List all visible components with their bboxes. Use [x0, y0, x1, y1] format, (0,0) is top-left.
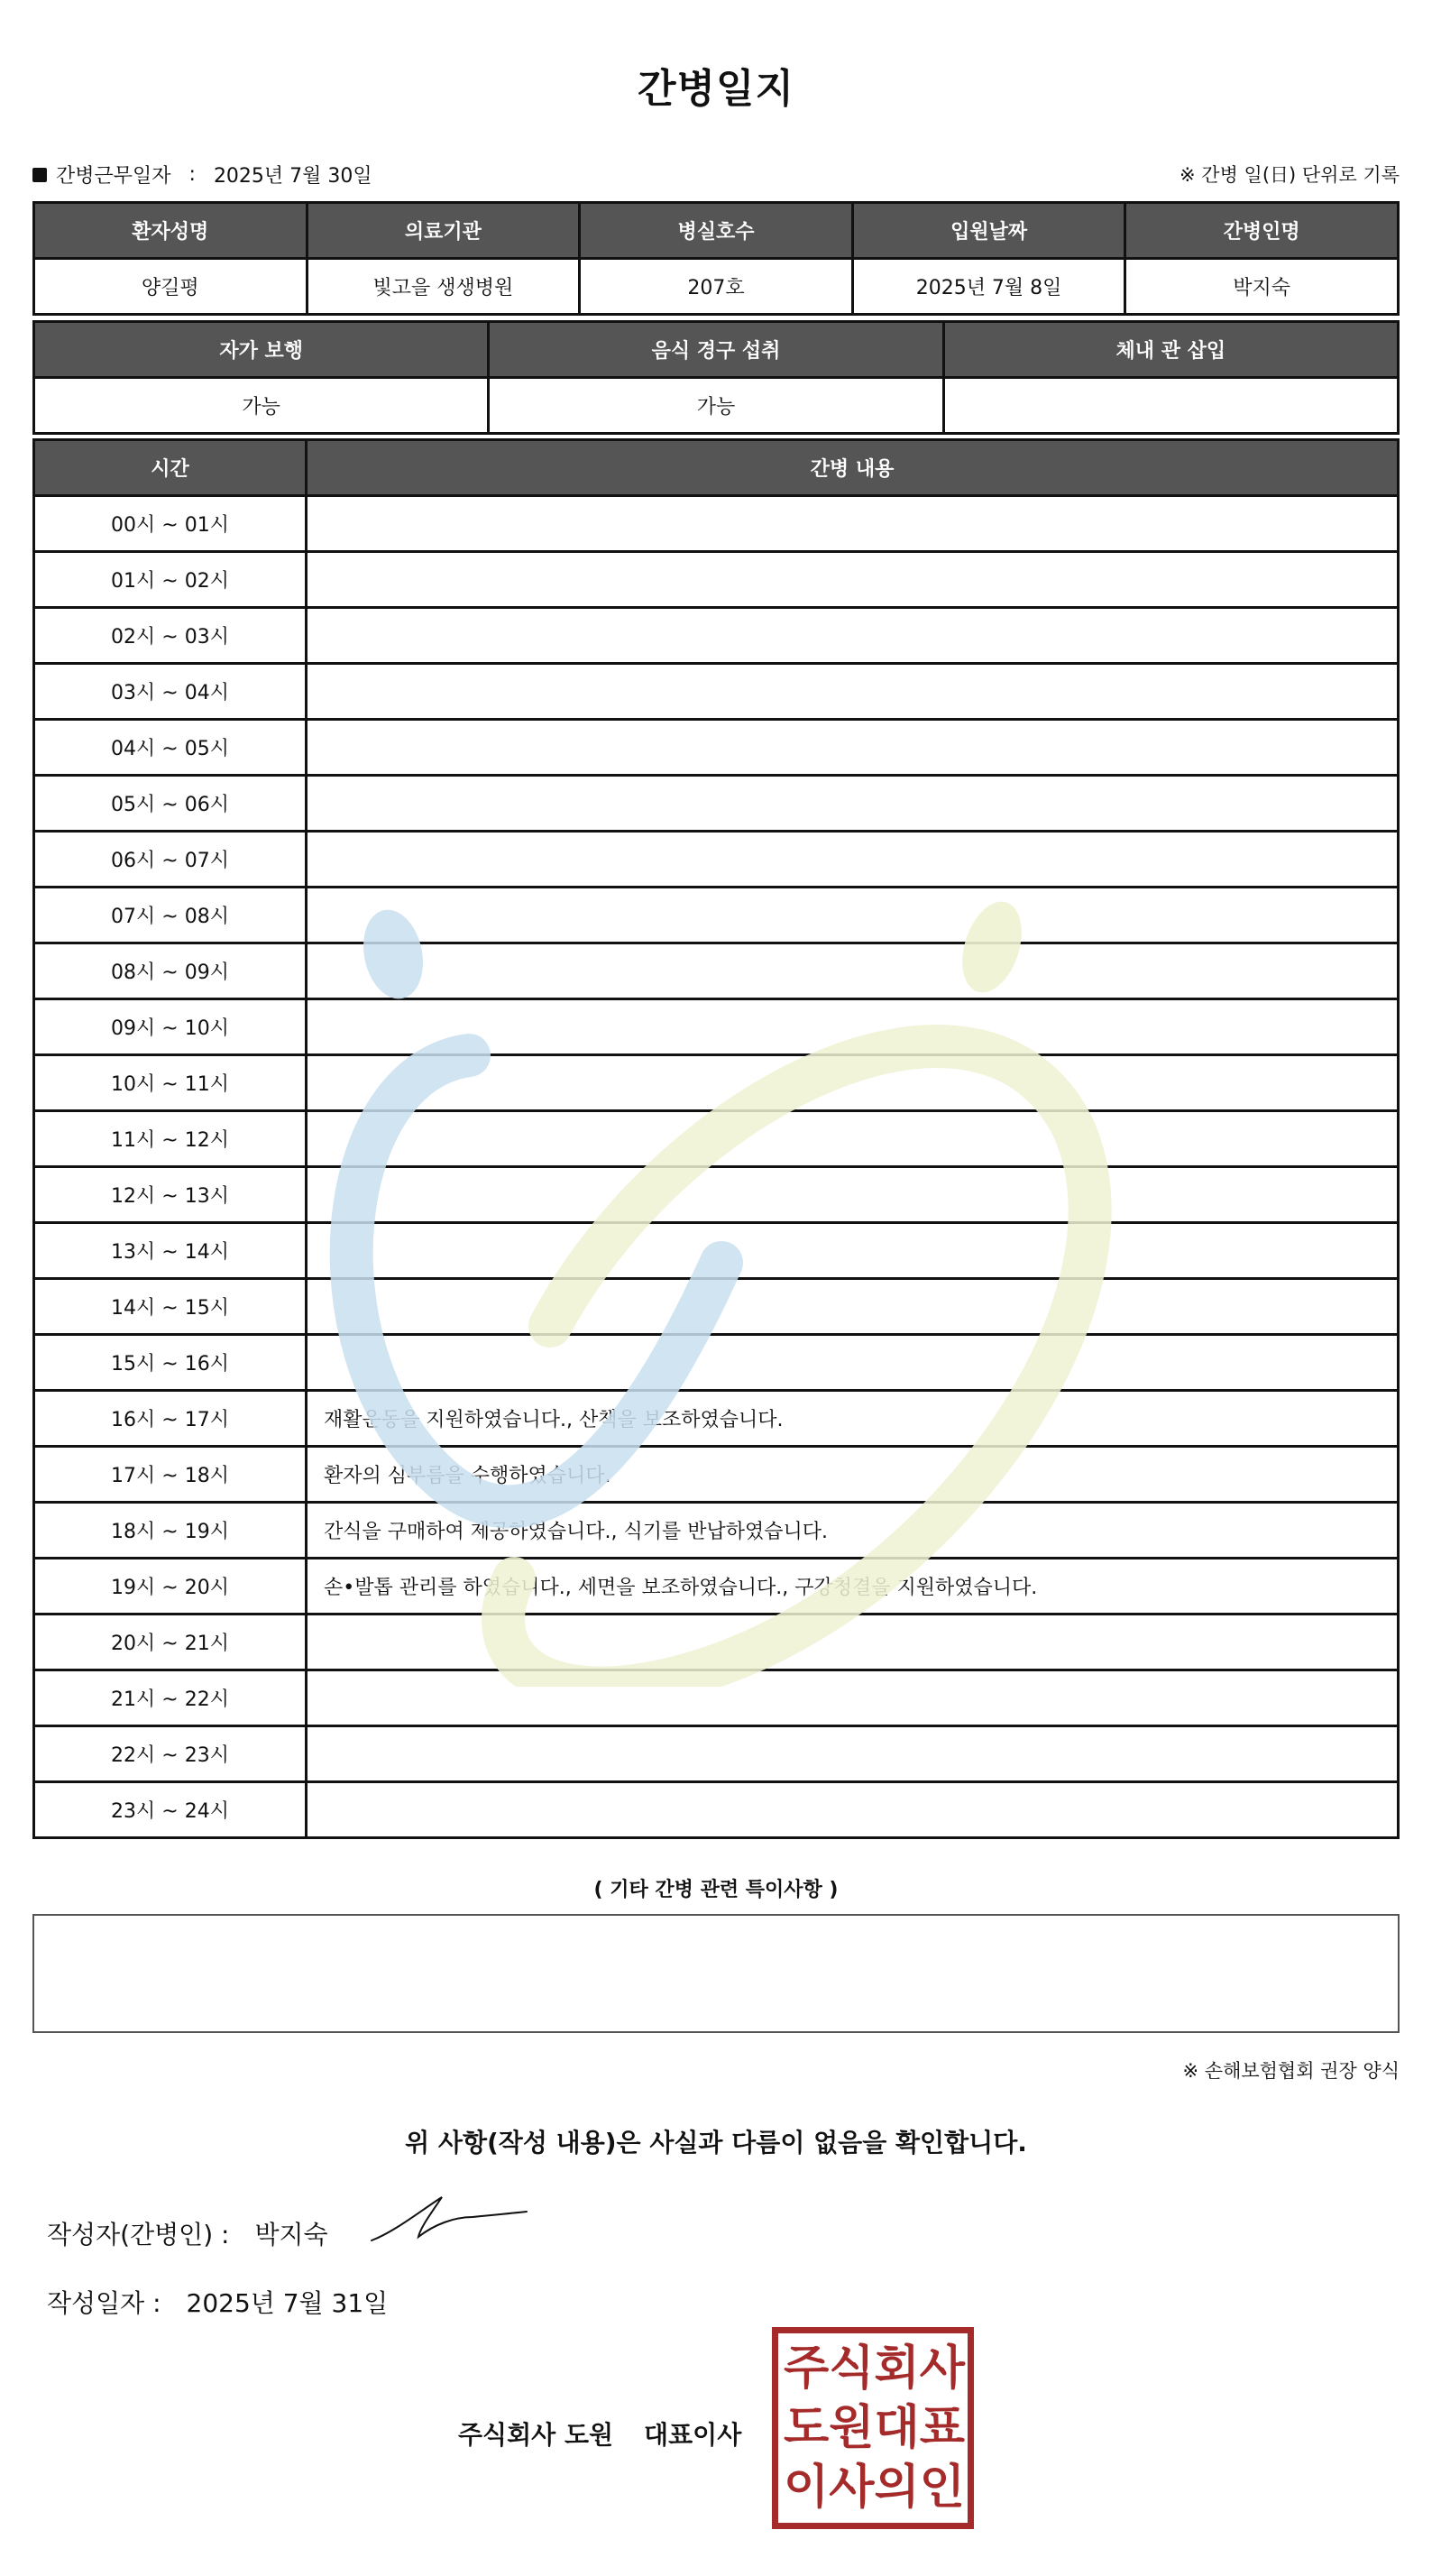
patient-info-table — [32, 201, 1400, 316]
log-content — [307, 832, 1399, 888]
log-time: 05시 ~ 06시 — [34, 776, 307, 832]
log-row — [34, 1615, 1399, 1670]
tube-insertion-value — [943, 378, 1398, 434]
record-note: ※ 간병 일(日) 단위로 기록 — [1180, 164, 1400, 186]
log-content — [307, 1055, 1399, 1111]
oral-intake-value: 가능 — [489, 378, 943, 434]
log-content — [307, 999, 1399, 1055]
log-time: 23시 ~ 24시 — [34, 1782, 307, 1838]
seal-char: 원 — [829, 2401, 875, 2455]
log-time: 19시 ~ 20시 — [34, 1559, 307, 1615]
log-row — [34, 1055, 1399, 1111]
log-content — [307, 776, 1399, 832]
log-row — [34, 1279, 1399, 1335]
ceo-title: 대표이사 — [644, 2420, 742, 2450]
header-room: 병실호수 — [580, 203, 853, 259]
log-row — [34, 888, 1399, 943]
log-time: 13시 ~ 14시 — [34, 1223, 307, 1279]
log-row — [34, 720, 1399, 776]
seal-char: 식 — [829, 2341, 875, 2396]
log-time: 17시 ~ 18시 — [34, 1447, 307, 1503]
log-row — [34, 1335, 1399, 1391]
seal-char: 사 — [919, 2341, 965, 2396]
log-content — [307, 1279, 1399, 1335]
log-row — [34, 664, 1399, 720]
log-content — [307, 1167, 1399, 1223]
log-time: 01시 ~ 02시 — [34, 552, 307, 608]
remarks-box — [32, 1914, 1400, 2033]
header-caregiver-name: 간병인명 — [1125, 203, 1399, 259]
patient-status-table — [32, 320, 1400, 435]
log-content — [307, 1726, 1399, 1782]
company-line — [458, 2415, 741, 2452]
log-content: 재활운동을 지원하였습니다., 산책을 보조하였습니다. — [307, 1391, 1399, 1447]
log-row — [34, 999, 1399, 1055]
patient-header-row — [34, 203, 1399, 259]
log-time: 06시 ~ 07시 — [34, 832, 307, 888]
log-time: 10시 ~ 11시 — [34, 1055, 307, 1111]
log-row — [34, 1782, 1399, 1838]
recommend-note: ※ 손해보험협회 권장 양식 — [1182, 2060, 1400, 2082]
log-content — [307, 888, 1399, 943]
seal-char: 표 — [919, 2401, 965, 2455]
log-row — [34, 943, 1399, 999]
log-time: 03시 ~ 04시 — [34, 664, 307, 720]
log-content — [307, 1335, 1399, 1391]
log-row — [34, 1167, 1399, 1223]
seal-char: 주 — [784, 2341, 830, 2396]
seal-char: 사 — [829, 2461, 875, 2515]
log-time: 14시 ~ 15시 — [34, 1279, 307, 1335]
work-date-colon: : — [188, 163, 196, 186]
company-name: 주식회사 도원 — [458, 2420, 614, 2450]
log-time: 07시 ~ 08시 — [34, 888, 307, 943]
seal-char: 인 — [919, 2461, 965, 2515]
log-row — [34, 1447, 1399, 1503]
care-log-table — [32, 438, 1400, 1839]
log-content — [307, 1782, 1399, 1838]
write-date-line — [47, 2284, 388, 2320]
log-row — [34, 1391, 1399, 1447]
log-row — [34, 552, 1399, 608]
log-content — [307, 1670, 1399, 1726]
writer-label: 작성자(간병인) : — [47, 2220, 230, 2249]
caregiver-name: 박지숙 — [1125, 259, 1399, 315]
seal-char: 이 — [784, 2461, 830, 2515]
header-self-walking: 자가 보행 — [34, 322, 489, 378]
log-header-row — [34, 440, 1399, 496]
log-time: 02시 ~ 03시 — [34, 608, 307, 664]
log-content — [307, 1111, 1399, 1167]
remarks-title: ( 기타 간병 관련 특이사항 ) — [593, 1879, 839, 1901]
signature-image — [368, 2192, 530, 2248]
log-time: 00시 ~ 01시 — [34, 496, 307, 552]
room-number: 207호 — [580, 259, 853, 315]
log-row — [34, 608, 1399, 664]
seal-char: 의 — [874, 2461, 920, 2515]
hospital-name: 빛고을 생생병원 — [307, 259, 580, 315]
log-row — [34, 776, 1399, 832]
log-time: 18시 ~ 19시 — [34, 1503, 307, 1559]
seal-char: 대 — [874, 2401, 920, 2455]
seal-char: 도 — [784, 2401, 830, 2455]
admission-date: 2025년 7월 8일 — [852, 259, 1125, 315]
company-seal-stamp — [772, 2327, 974, 2529]
log-content: 환자의 심부름을 수행하였습니다. — [307, 1447, 1399, 1503]
header-patient-name: 환자성명 — [34, 203, 308, 259]
log-row — [34, 1503, 1399, 1559]
header-admission-date: 입원날짜 — [852, 203, 1125, 259]
log-content — [307, 1223, 1399, 1279]
write-date-label: 작성일자 : — [47, 2288, 161, 2318]
patient-name: 양길평 — [34, 259, 308, 315]
log-row — [34, 1726, 1399, 1782]
log-content — [307, 496, 1399, 552]
patient-value-row — [34, 259, 1399, 315]
work-date — [32, 161, 372, 189]
log-content — [307, 608, 1399, 664]
bullet-square-icon — [32, 168, 47, 182]
log-content — [307, 720, 1399, 776]
log-time: 15시 ~ 16시 — [34, 1335, 307, 1391]
log-time: 22시 ~ 23시 — [34, 1726, 307, 1782]
log-content — [307, 943, 1399, 999]
log-time: 16시 ~ 17시 — [34, 1391, 307, 1447]
log-content — [307, 552, 1399, 608]
log-row — [34, 1670, 1399, 1726]
writer-name: 박지숙 — [254, 2220, 328, 2249]
log-time: 04시 ~ 05시 — [34, 720, 307, 776]
log-time: 08시 ~ 09시 — [34, 943, 307, 999]
log-time: 12시 ~ 13시 — [34, 1167, 307, 1223]
log-content — [307, 1615, 1399, 1670]
header-time: 시간 — [34, 440, 307, 496]
header-tube-insertion: 체내 관 삽입 — [943, 322, 1398, 378]
self-walking-value: 가능 — [34, 378, 489, 434]
log-time: 11시 ~ 12시 — [34, 1111, 307, 1167]
log-row — [34, 1111, 1399, 1167]
status-header-row — [34, 322, 1399, 378]
log-content: 손•발톱 관리를 하였습니다., 세면을 보조하였습니다., 구강청결을 지원하였습니다. — [307, 1559, 1399, 1615]
header-hospital: 의료기관 — [307, 203, 580, 259]
write-date-value: 2025년 7월 31일 — [186, 2288, 389, 2318]
log-row — [34, 832, 1399, 888]
confirmation-statement: 위 사항(작성 내용)은 사실과 다름이 없음을 확인합니다. — [405, 2128, 1027, 2157]
writer-line — [47, 2215, 328, 2251]
log-row — [34, 1559, 1399, 1615]
log-content — [307, 664, 1399, 720]
log-time: 21시 ~ 22시 — [34, 1670, 307, 1726]
log-row — [34, 1223, 1399, 1279]
header-care-content: 간병 내용 — [307, 440, 1399, 496]
work-date-value: 2025년 7월 30일 — [213, 165, 372, 188]
log-content: 간식을 구매하여 제공하였습니다., 식기를 반납하였습니다. — [307, 1503, 1399, 1559]
seal-char: 회 — [874, 2341, 920, 2396]
log-time: 20시 ~ 21시 — [34, 1615, 307, 1670]
status-value-row — [34, 378, 1399, 434]
work-date-label: 간병근무일자 — [56, 165, 171, 188]
log-row — [34, 496, 1399, 552]
header-oral-intake: 음식 경구 섭취 — [489, 322, 943, 378]
document-title: 간병일지 — [637, 66, 794, 112]
log-time: 09시 ~ 10시 — [34, 999, 307, 1055]
